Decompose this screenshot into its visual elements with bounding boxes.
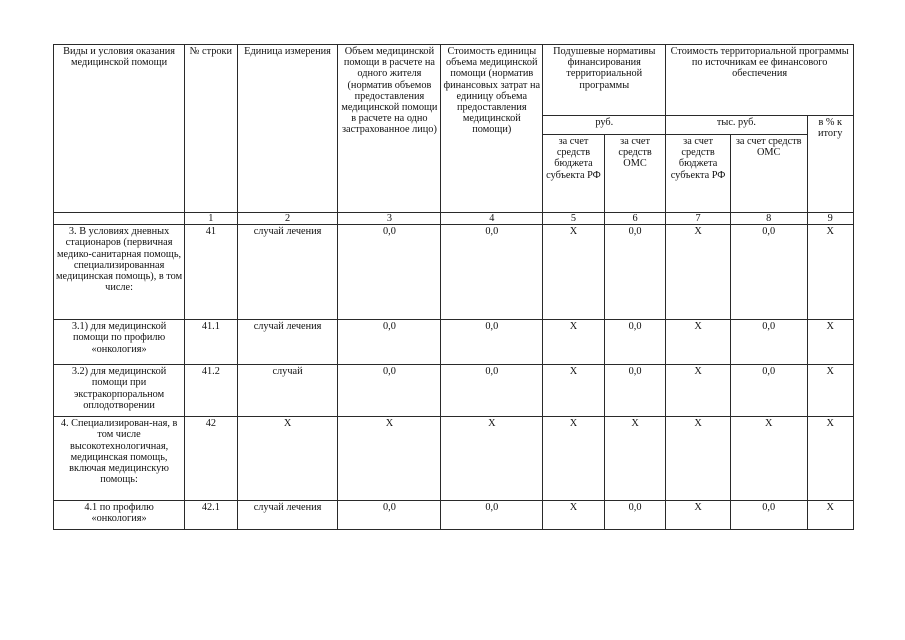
cell-budget-rub: Х: [543, 225, 605, 320]
row-label: 4.1 по профилю «онкология»: [54, 501, 185, 530]
cell-oms-rub: Х: [604, 417, 666, 501]
cell-unit-cost: 0,0: [441, 225, 543, 320]
header-row-number: № строки: [185, 45, 237, 213]
header-oms-rub: за счет средств ОМС: [604, 135, 666, 213]
cell-budget-rub: Х: [543, 320, 605, 365]
row-label: 3.2) для медицинской помощи при экстракорпоральном оплодотворении: [54, 365, 185, 417]
row-number: 42.1: [185, 501, 237, 530]
cell-unit-cost: Х: [441, 417, 543, 501]
cell-unit-cost: 0,0: [441, 320, 543, 365]
cell-budget-thousand: Х: [666, 225, 731, 320]
header-unit-cost: Стоимость единицы объема медицинской помощи (норматив финансовых затрат на единицу объема предоставления медицинской помощи): [441, 45, 543, 213]
row-number: 42: [185, 417, 237, 501]
cell-percent: Х: [807, 501, 853, 530]
cell-volume: 0,0: [338, 365, 441, 417]
header-program-cost: Стоимость территориальной программы по источникам ее финансового обеспечения: [666, 45, 854, 116]
row-number: 41.2: [185, 365, 237, 417]
column-number: 9: [807, 213, 853, 225]
header-row: [54, 45, 854, 116]
table-row: [54, 365, 854, 417]
cell-budget-rub: Х: [543, 417, 605, 501]
header-kinds-of-care: Виды и условия оказания медицинской помощи: [54, 45, 185, 213]
table-row: [54, 320, 854, 365]
row-number: 41: [185, 225, 237, 320]
cell-budget-thousand: Х: [666, 417, 731, 501]
column-numbers-row: [54, 213, 854, 225]
cell-budget-thousand: Х: [666, 320, 731, 365]
cell-oms-thousand: 0,0: [730, 225, 807, 320]
table-row: [54, 225, 854, 320]
column-number: 1: [185, 213, 237, 225]
header-oms-thousand: за счет средств ОМС: [730, 135, 807, 213]
column-number: 4: [441, 213, 543, 225]
column-number-blank: [54, 213, 185, 225]
column-number: 2: [237, 213, 338, 225]
header-unit: Единица измерения: [237, 45, 338, 213]
territorial-program-table: [53, 44, 854, 530]
row-label: 4. Специализирован-ная, в том числе высокотехнологичная, медицинская помощь, включая медицинскую помощь:: [54, 417, 185, 501]
cell-unit-cost: 0,0: [441, 365, 543, 417]
table-row: [54, 501, 854, 530]
cell-oms-rub: 0,0: [604, 365, 666, 417]
row-number: 41.1: [185, 320, 237, 365]
cell-oms-rub: 0,0: [604, 501, 666, 530]
cell-budget-thousand: Х: [666, 365, 731, 417]
row-label: 3. В условиях дневных стационаров (первичная медико-санитарная помощь, специализированная медицинская помощь), в том числе:: [54, 225, 185, 320]
row-unit: Х: [237, 417, 338, 501]
column-number: 7: [666, 213, 731, 225]
column-number: 6: [604, 213, 666, 225]
header-budget-rf-thousand: за счет средств бюджета субъекта РФ: [666, 135, 731, 213]
row-unit: случай: [237, 365, 338, 417]
header-volume: Объем медицинской помощи в расчете на одного жителя (норматив объемов предоставления медицинской помощи в расчете на одно застрахованное лицо): [338, 45, 441, 213]
cell-volume: 0,0: [338, 501, 441, 530]
row-unit: случай лечения: [237, 320, 338, 365]
cell-oms-rub: 0,0: [604, 225, 666, 320]
cell-percent: Х: [807, 320, 853, 365]
cell-volume: 0,0: [338, 225, 441, 320]
row-label: 3.1) для медицинской помощи по профилю «онкология»: [54, 320, 185, 365]
cell-oms-thousand: Х: [730, 417, 807, 501]
cell-percent: Х: [807, 225, 853, 320]
cell-oms-thousand: 0,0: [730, 501, 807, 530]
header-per-capita: Подушевые нормативы финансирования территориальной программы: [543, 45, 666, 116]
cell-budget-rub: Х: [543, 501, 605, 530]
column-number: 5: [543, 213, 605, 225]
cell-budget-thousand: Х: [666, 501, 731, 530]
cell-percent: Х: [807, 365, 853, 417]
column-number: 3: [338, 213, 441, 225]
cell-volume: 0,0: [338, 320, 441, 365]
row-unit: случай лечения: [237, 225, 338, 320]
cell-oms-thousand: 0,0: [730, 365, 807, 417]
cell-percent: Х: [807, 417, 853, 501]
header-thousand-rub: тыс. руб.: [666, 116, 807, 135]
header-percent-total: в % к итогу: [807, 116, 853, 213]
cell-budget-rub: Х: [543, 365, 605, 417]
table-row: [54, 417, 854, 501]
cell-oms-rub: 0,0: [604, 320, 666, 365]
cell-oms-thousand: 0,0: [730, 320, 807, 365]
header-rub: руб.: [543, 116, 666, 135]
row-unit: случай лечения: [237, 501, 338, 530]
column-number: 8: [730, 213, 807, 225]
header-budget-rf-rub: за счет средств бюджета субъекта РФ: [543, 135, 605, 213]
cell-volume: Х: [338, 417, 441, 501]
cell-unit-cost: 0,0: [441, 501, 543, 530]
